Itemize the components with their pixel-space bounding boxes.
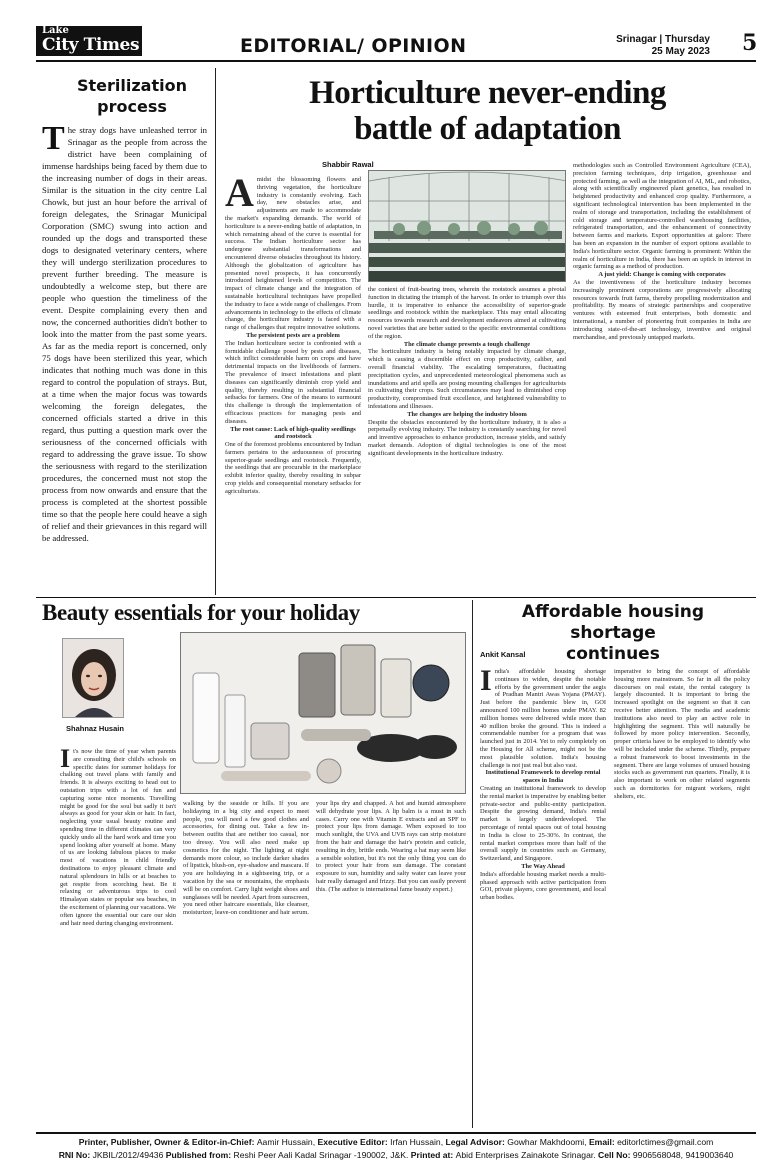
greenhouse-photo xyxy=(368,170,566,282)
section-title: EDITORIAL/ OPINION xyxy=(240,35,467,57)
horticulture-col2c-text: Despite the obstacles encountered by the horticulture industry, it is also a perpetually evolving industry. The industry is constantly searching for novel and inventive approaches to enhance production, increase yields, and satisfy market demands. Adoption of digital technologies is one of the most significant developments in the horticulture industry. xyxy=(368,418,566,457)
newspaper-logo[interactable] xyxy=(36,26,142,56)
mid-page-rule xyxy=(36,597,756,598)
horticulture-col3-text: methodologies such as Controlled Environment Agriculture (CEA), precision farming techniques, drip irrigation, greenhouse and protected farming, as well as the integration of AI, ML, and robotics, along with scientifically engineered plant genetics, has resulted in heightened productivity and enhanced crop quality. Furthermore, a significant technological intervention has been implemented in the realm of storage and transportation, including the establishment of cold storage and temperature-controlled warehousing facilities, refrigerated transportation, and the enhancement of connectivity between farms and markets. Export opportunities at galore: There has been an expansion in the number of export options available to India's horticulture sector. Organic farming is prominent: Within the realm of horticulture in India, there has been an uptick in interest in organic farming as a method of production. xyxy=(573,162,751,271)
cell-value: 9906568048, 9419003640 xyxy=(632,1150,734,1160)
dateline xyxy=(616,34,710,58)
beauty-col3-text: your lips dry and chapped. A hot and humid atmosphere will dehydrate your lips. A lip balm is a must in such cases. Carry one with Vitamin E extracts and an SPF to protect your lips from damage. When exposed to too much sunlight, the UVA and UVB rays can strip moisture from the hair and damage the hair's protein and cuticle, resulting in dry, brittle ends. Wearing a hat may seem like a sensible solution, but it's not the only thing you can do to protect your hair from sun damage. The constant exposure to sun, humidity and salty water can leave your hair really damaged and frizzy. But you can easily prevent this. (The author is international fame beauty expert.) xyxy=(316,800,466,893)
horticulture-subhead-corporates: A just yield: Change is coming with corporates xyxy=(598,271,726,279)
column-divider-2 xyxy=(472,600,473,1128)
horticulture-col3b-text: As the inventiveness of the horticulture industry becomes increasingly prominent corporations are progressively allocating resources towards fruit farms, thereby propelling modernization and profitability. By means of strategic partnerships and cooperative ventures with esteemed fruit enterprises, both domestic and international, a number of pioneering fruit companies in India are introducing state-of-the-art technology, inventive and original merchandise, and previously untapped markets. xyxy=(573,278,751,341)
horticulture-col1b-text: The Indian horticulture sector is confronted with a formidable challenge posed by pests and diseases, which inflict considerable harm on crops and have detrimental impacts on the livelihoods of farmers. The prevalence of insect infestations and plant diseases can significantly diminish crop yield and quality, thereby resulting in substantial financial setbacks for farmers. One of the means to surmount this challenge is through the implementation of efficacious practices for managing pests and diseases. xyxy=(225,339,361,425)
rni-value: JKBIL/2012/49436 xyxy=(92,1150,164,1160)
beauty-byline: Shahnaz Husain xyxy=(66,724,124,733)
cosmetics-illustration xyxy=(181,633,466,794)
owner-value: Aamir Hussain, xyxy=(256,1137,316,1147)
logo-small-text: Lake xyxy=(42,25,69,36)
housing-dropcap: I xyxy=(480,668,492,697)
published-label: Published from: xyxy=(165,1150,232,1160)
editorial-dropcap: T xyxy=(42,124,65,157)
city-day: Srinagar | Thursday xyxy=(616,34,710,45)
beauty-col3 xyxy=(316,800,466,1126)
portrait-illustration xyxy=(63,639,124,718)
housing-col2-text: imperative to bring the concept of affordable housing more mainstream. So far in all the policy discourses on real estate, the rental category is largely discounted. It is important to bring the increased spotlight on the segment so that it can receive better attention. The media and academic institutions also need to play an active role in highlighting the segment. This will naturally be followed by more policy intervention. Secondly, proper criteria have to be employed to identify who will be included under the scheme. Thirdly, prepare a robust framework to boost investments in the segment. There are large volumes of unused housing stocks such as government run quarters. Finally, it is also important to work on other related segments such as dormitories for migrant workers, night shelters, etc. xyxy=(614,668,750,800)
horticulture-subhead-climate: The climate change presents a tough challenge xyxy=(403,340,531,348)
imprint-line2 xyxy=(36,1149,756,1162)
horticulture-title xyxy=(225,75,750,147)
horticulture-subhead-pests: The persistent pests are a problem xyxy=(246,331,340,339)
editorial-title-line1: Sterilization xyxy=(77,76,187,95)
horticulture-col2-text: the context of fruit-bearing trees, wherein the rootstock assumes a pivotal function in dictating the triumph of the harvest. In order to triumph over this hurdle, it is imperative to enhance the accessibility of superior-grade seedlings and rootstock within the marketplace. This may entail allocating resources towards research and development endeavors aimed at cultivating novel varieties that are better suited to the specific environmental conditions of the region. xyxy=(368,286,566,340)
editorial-text: he stray dogs have unleashed terror in Srinagar as the people from across the district have been complaining of immense hardships being faced by them due to the increasing number of dogs in their areas. Similar is the situation in the city centre Lal Chowk, but just an hour before the arrival of foreign delegates, the Srinagar Municipal Corporation (SMC) swung into action and rounded up the dogs and transported these dogs to designated veterinary centers, where they will undergo sterilization procedures to prevent further breeding. The measure is undoubtedly a welcome step, but there are people who question the timeliness of the event. Despite complaining every then and now, the concerned authorities didn't bother to look into the matter from the past some years. As far as the media report is concerned, only 75 dogs have been sterilized this year, which indicates that nothing much was done in this regard to control the population of strays. But, at a time when the major focus was towards welcoming the foreign delegates, the concerned officials started a drive in this regard, thus putting a question mark over the seriousness of the concerned officials with regard to addressing the grave issue. To show the seriousness with regard to the sterilization procedures, the concerned must not stop the process from now onwards and ensure that the process is completed at the shortest possible time so that the people here could heave a sigh of relief and their grievances in this regard will be addressed. xyxy=(42,125,207,543)
horticulture-col1c-text: One of the foremost problems encountered by Indian farmers pertains to the arduousness of procuring superior-grade seedlings and rootstock. Frequently, the seedlings that are procurable in the marketplace exhibit inferior quality, thereby resulting in subpar crop yields and consequential monetary setbacks for agriculturists. xyxy=(225,441,361,495)
housing-title-line1: Affordable housing shortage xyxy=(521,602,705,643)
housing-col1 xyxy=(480,668,606,1126)
exec-editor-value: Irfan Hussain, xyxy=(390,1137,444,1147)
housing-col1b-text: Creating an institutional framework to develop the rental market is imperative by enabling better private-sector and public-entity participation. Despite the growing demand, India's rental market is largely underdeveloped. The percentage of rental spaces out of total housing in India is close to 25-30%. In contrast, the rental market comprises more than half of the overall supply in countries such as Germany, Switzerland, and Singapore. xyxy=(480,784,606,863)
author-portrait xyxy=(62,638,124,718)
exec-editor-label: Executive Editor: xyxy=(317,1137,388,1147)
horticulture-col3 xyxy=(573,162,751,595)
housing-byline: Ankit Kansal xyxy=(480,650,526,659)
masthead-rule xyxy=(36,60,756,62)
beauty-title: Beauty essentials for your holiday xyxy=(42,600,360,625)
cosmetics-photo xyxy=(180,632,466,794)
rni-label: RNI No: xyxy=(58,1150,91,1160)
housing-col2 xyxy=(614,668,750,1126)
beauty-col2 xyxy=(183,800,309,1126)
printed-value: Abid Enterprises Zainakote Srinagar. xyxy=(455,1150,596,1160)
printed-label: Printed at: xyxy=(410,1150,454,1160)
editorial-title xyxy=(57,75,207,117)
logo-big-text: City Times xyxy=(42,35,140,55)
horticulture-subhead-changes: The changes are helping the industry bloom xyxy=(407,410,527,418)
horticulture-col1-text: midst the blossoming flowers and thriving vegetation, the horticulture industry is constantly evolving. Each day, new obstacles arise, and adjustments are made to accommodate the market's expanding demands. The world of horticulture is a never-ending battle of adaptation, in which remaining ahead of the curve is essential for success. The Indian horticulture sector has undergone substantial transformations and encountered diverse obstacles throughout its history. Although the globalization of agriculture has presented novel prospects, it has concurrently introduced heightened levels of competition. The impact of climate change and the integration of sustainable horticultural techniques have propelled the industry to face a wide range of challenges. From advancements in technology to the effects of climate change, the horticulture industry is faced with a range of challenges that require innovative solutions. xyxy=(225,176,361,332)
horticulture-title-line1: Horticulture never-ending xyxy=(309,75,666,111)
horticulture-byline: Shabbir Rawal xyxy=(322,160,374,169)
beauty-col1 xyxy=(60,748,176,1126)
owner-label: Printer, Publisher, Owner & Editor-in-Chief: xyxy=(78,1137,255,1147)
masthead xyxy=(0,0,770,62)
horticulture-dropcap: A xyxy=(225,170,254,215)
editorial-title-line2: process xyxy=(97,97,167,116)
cell-label: Cell No: xyxy=(598,1150,631,1160)
legal-advisor-label: Legal Advisor: xyxy=(445,1137,505,1147)
imprint-footer xyxy=(36,1136,756,1162)
beauty-col2-text: walking by the seaside or hills. If you are holidaying in a big city and expect to meet people, you will need a few good clothes and accessories, for dining out. Take a few in-between outfits that are neither too casual, nor too dressy. You will also need make up cosmetics for the night. The lighting at night demands more colour, so include darker shades of lipstick, blush-on, eye-shadow and mascara. If you are holidaying in a sightseeing trip, or a vacation by the sea or mountains, the emphasis will be on comfort. Carry light weight shoes and sunglasses will be needed. Apart from sunscreen, you need other haircare essentials, like cleanser, moisturizer, leave-on conditioner and hair serum. xyxy=(183,800,309,917)
email-link[interactable]: editorlctimes@gmail.com xyxy=(617,1137,714,1147)
greenhouse-illustration xyxy=(369,171,566,282)
housing-col1c-text: India's affordable housing market needs a multi-phased approach with active participation from GOI, private players, core government, and local urban bodies. xyxy=(480,870,606,902)
page-number: 5 xyxy=(742,30,758,56)
legal-advisor-value: Gowhar Makhdoomi, xyxy=(507,1137,587,1147)
horticulture-subhead-seedlings: The root cause: Lack of high-quality seedlings and rootstock xyxy=(230,425,356,441)
beauty-dropcap: I xyxy=(60,748,71,773)
imprint-line1 xyxy=(36,1136,756,1149)
housing-col1-text: ndia's affordable housing shortage continues to widen, despite the notable efforts by the government under the aegis of Pradhan Mantri Awas Yojana (PMAY). Just before the pandemic blew in, GOI announced 100 million homes under PMAY. 82 million homes were delivered while more than 40 million broke the ground. This is indeed a commendable number for a program that was launched just in 2014. Yet to rely completely on the Housing for All scheme, might not be the most plausible solution. India's housing challenge is not just real but also vast. xyxy=(480,668,606,769)
horticulture-title-line2: battle of adaptation xyxy=(354,111,621,147)
editorial-body xyxy=(42,124,207,594)
horticulture-col2b-text: The horticulture industry is being notably impacted by climate change, which is causing a discernible effect on crop productivity, caliber, and overall financial viability. The escalating temperatures, fluctuating precipitation cycles, and unprecedented meteorological phenomena such as inundations and arid spells are posing mounting challenges for agriculturists in cultivating their crops. Such circumstances may lead to diminished crop productivity, compromised fruit excellence, and heightened vulnerability to infestations and illnesses. xyxy=(368,348,566,410)
issue-date: 25 May 2023 xyxy=(651,46,710,57)
email-label: Email: xyxy=(588,1137,615,1147)
housing-title-line2: continues xyxy=(566,644,660,664)
footer-rule xyxy=(36,1132,756,1134)
column-divider xyxy=(215,68,216,595)
horticulture-col1 xyxy=(225,162,361,595)
horticulture-col2 xyxy=(368,286,566,595)
housing-subhead-framework: Institutional Framework to develop rental spaces in India xyxy=(485,769,601,785)
beauty-col1-text: t's now the time of year when parents are consulting their child's schools on specific dates for summer holidays for chalking out travel plans with family and friends. It is always exciting to head out to outstation trips with a lot of fun and capturing some nice moments. Travelling might be good for the soul but sadly it isn't always as good for your skin or hair. In fact, neglecting your usual beauty routine and spending time in different climates can very quickly undo all the hard work and time you spend looking after yourself at home. Many of us are looking fabulous places to make most of vacations in child friendly destinations to enjoy pleasant climate and natural splendours in hills or at beaches to get respite from scorching heat. Be it relaxing or adventurous trips to cool Himalayan states or popular sea beaches, in the excitement of planning our vacations. We often ignore the essential our care our skin and hair need during changing environment. xyxy=(60,748,176,927)
published-value: Reshi Peer Aali Kadal Srinagar -190002, J&K. xyxy=(233,1150,409,1160)
housing-subhead-way-ahead: The Way Ahead xyxy=(521,862,565,870)
